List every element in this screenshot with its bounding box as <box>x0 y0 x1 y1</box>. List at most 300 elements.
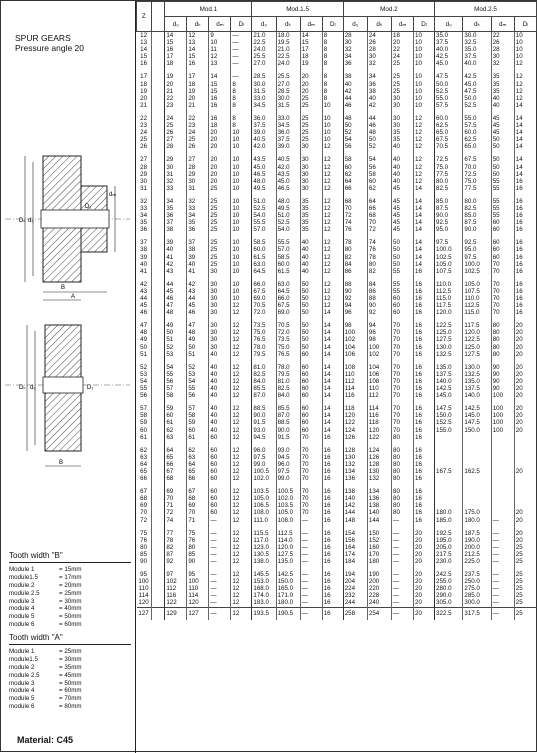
value-cell: 50 <box>491 143 514 150</box>
value-cell: 180.0 <box>463 517 491 524</box>
value-cell: 40 <box>491 102 514 109</box>
value-cell <box>463 488 491 495</box>
value-cell: 51.0 <box>276 212 300 219</box>
value-cell: 14 <box>187 46 209 53</box>
value-cell: 91.5 <box>252 419 276 426</box>
value-cell: 160 <box>367 544 391 551</box>
value-cell: 16 <box>414 378 435 385</box>
value-cell: 55 <box>165 371 187 378</box>
value-cell <box>491 475 514 482</box>
tooth-width-item <box>9 680 131 688</box>
width-value: = 25mm <box>59 589 82 597</box>
value-cell: 47 <box>187 322 209 329</box>
value-cell: 47 <box>165 302 187 309</box>
table-row <box>137 558 537 565</box>
svg-text:D₁: D₁ <box>87 385 94 391</box>
value-cell: 14 <box>514 136 536 143</box>
tooth-count-cell: 34 <box>140 212 148 220</box>
value-cell <box>151 385 165 392</box>
value-cell: 46.5 <box>276 185 300 192</box>
value-cell: 14 <box>209 73 231 80</box>
tooth-count-cell: 29 <box>140 170 148 178</box>
value-cell: 185.0 <box>435 517 463 524</box>
value-cell: 20 <box>209 129 231 136</box>
value-cell: 100 <box>491 427 514 434</box>
value-cell: 126 <box>367 454 391 461</box>
value-cell: 70 <box>392 419 414 426</box>
value-cell <box>151 488 165 495</box>
value-cell: 128 <box>343 447 367 454</box>
value-cell: 15 <box>165 39 187 46</box>
value-cell: 70 <box>300 495 322 502</box>
value-cell: 48 <box>367 129 391 136</box>
value-cell: 86 <box>343 268 367 275</box>
value-cell: 180 <box>367 558 391 565</box>
value-cell: 50 <box>300 322 322 329</box>
value-cell: 12 <box>231 378 252 385</box>
value-cell: — <box>392 517 414 524</box>
value-cell: 72 <box>343 212 367 219</box>
value-cell: 50 <box>300 329 322 336</box>
value-cell: 80.0 <box>463 198 491 205</box>
value-cell: 10 <box>322 129 343 136</box>
value-cell: 40.5 <box>276 156 300 163</box>
value-cell: 123.0 <box>252 544 276 551</box>
value-cell: 90 <box>491 371 514 378</box>
value-cell: 10 <box>231 205 252 212</box>
value-cell <box>514 475 536 482</box>
value-cell: 250.0 <box>463 578 491 585</box>
tooth-count-cell: 31 <box>140 184 148 192</box>
value-cell: 190.5 <box>276 607 300 620</box>
value-cell: 16 <box>322 454 343 461</box>
value-cell: 80 <box>491 329 514 336</box>
value-cell: 114 <box>343 385 367 392</box>
value-cell: 190 <box>367 571 391 578</box>
value-cell: 63.0 <box>276 281 300 288</box>
value-cell <box>151 178 165 185</box>
module-label: module 6 <box>9 621 35 629</box>
value-cell: 16 <box>414 502 435 509</box>
value-cell: 25 <box>514 578 536 585</box>
value-cell: 72.0 <box>252 309 276 316</box>
value-cell <box>151 115 165 122</box>
value-cell: 60 <box>392 295 414 302</box>
value-cell: 12 <box>231 509 252 516</box>
value-cell: 20 <box>514 322 536 329</box>
value-cell: 66 <box>187 475 209 482</box>
value-cell: 94.5 <box>252 434 276 441</box>
value-cell: — <box>209 585 231 592</box>
value-cell: 40 <box>209 351 231 358</box>
value-cell: 60 <box>392 302 414 309</box>
value-cell: 70 <box>300 454 322 461</box>
value-cell: 20 <box>165 81 187 88</box>
value-cell: 88 <box>343 281 367 288</box>
column-header: dₘ <box>209 17 231 32</box>
value-cell: 68 <box>367 212 391 219</box>
value-cell: 90 <box>367 302 391 309</box>
value-cell: 154 <box>343 530 367 537</box>
value-cell: 42 <box>367 102 391 109</box>
value-cell: 130.0 <box>435 344 463 351</box>
value-cell: 12 <box>231 551 252 558</box>
value-cell: 90.0 <box>435 212 463 219</box>
value-cell: 10 <box>231 136 252 143</box>
value-cell: 12 <box>231 495 252 502</box>
value-cell: 60 <box>491 226 514 233</box>
value-cell: 60 <box>209 502 231 509</box>
value-cell <box>463 461 491 468</box>
value-cell: — <box>392 592 414 599</box>
value-cell: 37.5 <box>252 122 276 129</box>
value-cell: 16 <box>514 219 536 226</box>
value-cell: 142.5 <box>463 405 491 412</box>
value-cell: 92.5 <box>435 219 463 226</box>
value-cell: 135.0 <box>463 378 491 385</box>
value-cell: 37.5 <box>435 39 463 46</box>
value-cell: 16 <box>414 488 435 495</box>
value-cell: 16 <box>514 268 536 275</box>
value-cell: 25 <box>300 129 322 136</box>
value-cell: 127.5 <box>463 351 491 358</box>
value-cell: 100 <box>187 578 209 585</box>
value-cell: 26 <box>491 39 514 46</box>
value-cell: 8 <box>322 73 343 80</box>
value-cell: 20 <box>209 178 231 185</box>
value-cell: 16 <box>322 585 343 592</box>
value-cell: 70.5 <box>435 143 463 150</box>
value-cell: 70 <box>392 322 414 329</box>
value-cell: 63.0 <box>252 261 276 268</box>
value-cell: 79.5 <box>252 351 276 358</box>
value-cell: 24 <box>367 32 391 40</box>
value-cell: — <box>300 544 322 551</box>
value-cell <box>151 302 165 309</box>
value-cell: 70 <box>367 219 391 226</box>
value-cell: 58 <box>367 171 391 178</box>
module-label: module 2.5 <box>9 671 40 679</box>
tooth-width-item <box>9 656 131 664</box>
value-cell: 65 <box>165 454 187 461</box>
table-row <box>137 517 537 524</box>
value-cell: — <box>491 578 514 585</box>
tooth-count-cell: 49 <box>140 336 148 344</box>
value-cell: 50 <box>392 261 414 268</box>
value-cell: 10 <box>231 143 252 150</box>
table-row <box>137 254 537 261</box>
value-cell: 30 <box>300 171 322 178</box>
value-cell: 70 <box>300 468 322 475</box>
column-header: d₀ <box>165 17 187 32</box>
value-cell: 100 <box>343 329 367 336</box>
value-cell: 14 <box>322 419 343 426</box>
value-cell: 14 <box>322 336 343 343</box>
value-cell: 144 <box>367 517 391 524</box>
value-cell: 122 <box>343 419 367 426</box>
value-cell: 45.0 <box>435 60 463 67</box>
value-cell: 82 <box>165 544 187 551</box>
module-label: module 3 <box>9 597 35 605</box>
value-cell <box>491 468 514 475</box>
value-cell: 54 <box>165 364 187 371</box>
value-cell <box>151 185 165 192</box>
value-cell: 12 <box>414 178 435 185</box>
value-cell: 130.5 <box>252 551 276 558</box>
value-cell: 64.5 <box>252 268 276 275</box>
value-cell: 16 <box>514 254 536 261</box>
value-cell: 12 <box>187 32 209 40</box>
value-cell: 16 <box>322 461 343 468</box>
table-row <box>137 268 537 275</box>
value-cell: 40 <box>367 95 391 102</box>
value-cell: 60 <box>300 419 322 426</box>
value-cell: 152.5 <box>435 419 463 426</box>
value-cell: 12 <box>322 198 343 205</box>
value-cell: 24 <box>165 115 187 122</box>
value-cell: 35 <box>392 129 414 136</box>
value-cell: 60 <box>300 412 322 419</box>
value-cell: 19 <box>300 60 322 67</box>
value-cell: 20 <box>414 551 435 558</box>
value-cell: 100 <box>491 419 514 426</box>
value-cell: — <box>392 530 414 537</box>
value-cell: 16 <box>514 205 536 212</box>
value-cell: 25 <box>514 599 536 607</box>
value-cell: 33 <box>187 205 209 212</box>
table-row <box>137 364 537 371</box>
value-cell: 20 <box>514 419 536 426</box>
value-cell: 10 <box>231 281 252 288</box>
value-cell <box>151 281 165 288</box>
value-cell: 49.5 <box>252 185 276 192</box>
module-label: module 2 <box>9 663 35 671</box>
title-line-2: Pressure angle 20 <box>15 43 84 53</box>
value-cell: 30 <box>300 164 322 171</box>
value-cell: 100.5 <box>252 468 276 475</box>
tooth-count-cell: 57 <box>140 405 148 413</box>
value-cell: 20 <box>300 81 322 88</box>
value-cell: 52.5 <box>276 219 300 226</box>
value-cell: 16 <box>322 517 343 524</box>
value-cell: 12 <box>231 537 252 544</box>
table-row <box>137 261 537 268</box>
value-cell: — <box>300 517 322 524</box>
value-cell <box>151 288 165 295</box>
tooth-width-item <box>9 566 131 574</box>
value-cell: 60 <box>209 488 231 495</box>
value-cell: 25 <box>392 81 414 88</box>
value-cell: 52.5 <box>252 205 276 212</box>
value-cell: 63 <box>165 434 187 441</box>
value-cell: 255.0 <box>435 578 463 585</box>
value-cell: 22 <box>187 115 209 122</box>
value-cell <box>151 95 165 102</box>
value-cell: 20 <box>392 39 414 46</box>
value-cell: 53 <box>165 351 187 358</box>
value-cell: 69.0 <box>252 295 276 302</box>
value-cell: 40 <box>491 95 514 102</box>
value-cell: 25 <box>165 122 187 129</box>
table-row <box>137 468 537 475</box>
left-panel <box>1 1 136 753</box>
value-cell: 13 <box>187 39 209 46</box>
value-cell: 16 <box>322 468 343 475</box>
value-cell <box>151 39 165 46</box>
value-cell: 25 <box>209 185 231 192</box>
material-label: Material: C45 <box>17 735 74 745</box>
gear-section-drawing-1 <box>5 136 133 306</box>
table-row <box>137 212 537 219</box>
value-cell <box>151 336 165 343</box>
value-cell: 16 <box>414 392 435 399</box>
value-cell: 16 <box>414 288 435 295</box>
value-cell: 75.0 <box>276 344 300 351</box>
value-cell: 102.5 <box>463 268 491 275</box>
value-cell: 12 <box>231 544 252 551</box>
value-cell: — <box>491 558 514 565</box>
value-cell: 114 <box>187 592 209 599</box>
value-cell: 12 <box>322 205 343 212</box>
value-cell: 142.5 <box>435 385 463 392</box>
value-cell: 12 <box>322 143 343 150</box>
value-cell: 14 <box>322 322 343 329</box>
table-row <box>137 454 537 461</box>
value-cell: 72 <box>165 509 187 516</box>
column-header: dₖ <box>187 17 209 32</box>
value-cell: 155.0 <box>435 427 463 434</box>
value-cell: 31 <box>187 185 209 192</box>
value-cell: 72.5 <box>463 171 491 178</box>
z-header: Z <box>137 2 152 32</box>
width-value: = 30mm <box>59 655 82 663</box>
value-cell: 28 <box>367 46 391 53</box>
value-cell: 137.5 <box>463 385 491 392</box>
spacer-header <box>151 2 165 32</box>
value-cell: 68 <box>343 198 367 205</box>
value-cell: 82.5 <box>276 385 300 392</box>
value-cell: 16 <box>514 239 536 246</box>
value-cell: 20 <box>514 405 536 412</box>
value-cell: 76.5 <box>252 336 276 343</box>
value-cell: 54 <box>187 378 209 385</box>
value-cell: 80 <box>367 261 391 268</box>
svg-text:d₀: d₀ <box>28 218 34 224</box>
value-cell: 254 <box>367 607 391 620</box>
value-cell: 108 <box>343 364 367 371</box>
value-cell: 112 <box>367 392 391 399</box>
tooth-width-item <box>9 648 131 656</box>
value-cell: 137.5 <box>435 371 463 378</box>
column-header: Dₗ <box>322 17 343 32</box>
value-cell: 50.0 <box>435 81 463 88</box>
value-cell: 61 <box>187 434 209 441</box>
tooth-count-cell: 23 <box>140 122 148 130</box>
value-cell: 100.0 <box>463 261 491 268</box>
value-cell: 12 <box>231 530 252 537</box>
value-cell: 51.0 <box>252 198 276 205</box>
value-cell <box>514 502 536 509</box>
value-cell: 140 <box>367 509 391 516</box>
value-cell: 10 <box>414 102 435 109</box>
value-cell <box>435 461 463 468</box>
value-cell: 136 <box>367 495 391 502</box>
value-cell: 22 <box>392 46 414 53</box>
value-cell: 29 <box>187 171 209 178</box>
value-cell: — <box>300 558 322 565</box>
value-cell: 73.5 <box>252 322 276 329</box>
value-cell: 38 <box>367 88 391 95</box>
value-cell: — <box>300 592 322 599</box>
value-cell <box>151 592 165 599</box>
value-cell: 40 <box>209 419 231 426</box>
table-row <box>137 578 537 585</box>
value-cell: 50 <box>300 288 322 295</box>
value-cell: 16 <box>514 198 536 205</box>
value-cell: 80 <box>392 495 414 502</box>
value-cell <box>151 60 165 67</box>
value-cell: 60 <box>300 378 322 385</box>
width-value: = 25mm <box>59 647 82 655</box>
value-cell: 106.5 <box>252 502 276 509</box>
value-cell: 120 <box>343 412 367 419</box>
value-cell: 35 <box>491 88 514 95</box>
value-cell: 102.0 <box>276 495 300 502</box>
tooth-count-cell: 38 <box>140 246 148 254</box>
value-cell <box>435 495 463 502</box>
value-cell: 10 <box>231 239 252 246</box>
value-cell: 10 <box>414 73 435 80</box>
value-cell: 26 <box>367 39 391 46</box>
value-cell: 100 <box>491 392 514 399</box>
value-cell: 25 <box>209 239 231 246</box>
value-cell: 16 <box>414 302 435 309</box>
value-cell: 46 <box>343 102 367 109</box>
tooth-count-cell: 53 <box>140 370 148 378</box>
value-cell <box>491 509 514 516</box>
value-cell: 142 <box>343 502 367 509</box>
value-cell: 42 <box>165 261 187 268</box>
value-cell: 55 <box>187 385 209 392</box>
value-cell: 100.0 <box>435 246 463 253</box>
value-cell: 19 <box>165 73 187 80</box>
tooth-width-item <box>9 590 131 598</box>
table-row <box>137 412 537 419</box>
value-cell: 30 <box>209 329 231 336</box>
value-cell: 225.0 <box>463 558 491 565</box>
value-cell: 10 <box>231 254 252 261</box>
value-cell: 130.0 <box>463 364 491 371</box>
value-cell: 12 <box>414 143 435 150</box>
value-cell: 60 <box>300 405 322 412</box>
value-cell: 70 <box>300 502 322 509</box>
value-cell: 192.5 <box>435 530 463 537</box>
value-cell: 62 <box>367 185 391 192</box>
value-cell: — <box>209 592 231 599</box>
value-cell <box>151 412 165 419</box>
value-cell: 34 <box>343 53 367 60</box>
tooth-count-cell: 69 <box>140 502 148 510</box>
value-cell: 14 <box>322 378 343 385</box>
value-cell: 16 <box>322 599 343 607</box>
value-cell: 100 <box>491 412 514 419</box>
value-cell: 64 <box>367 198 391 205</box>
value-cell: 102 <box>343 336 367 343</box>
value-cell: 28.5 <box>252 73 276 80</box>
table-row <box>137 551 537 558</box>
value-cell: 57.0 <box>252 226 276 233</box>
value-cell: 12 <box>414 164 435 171</box>
